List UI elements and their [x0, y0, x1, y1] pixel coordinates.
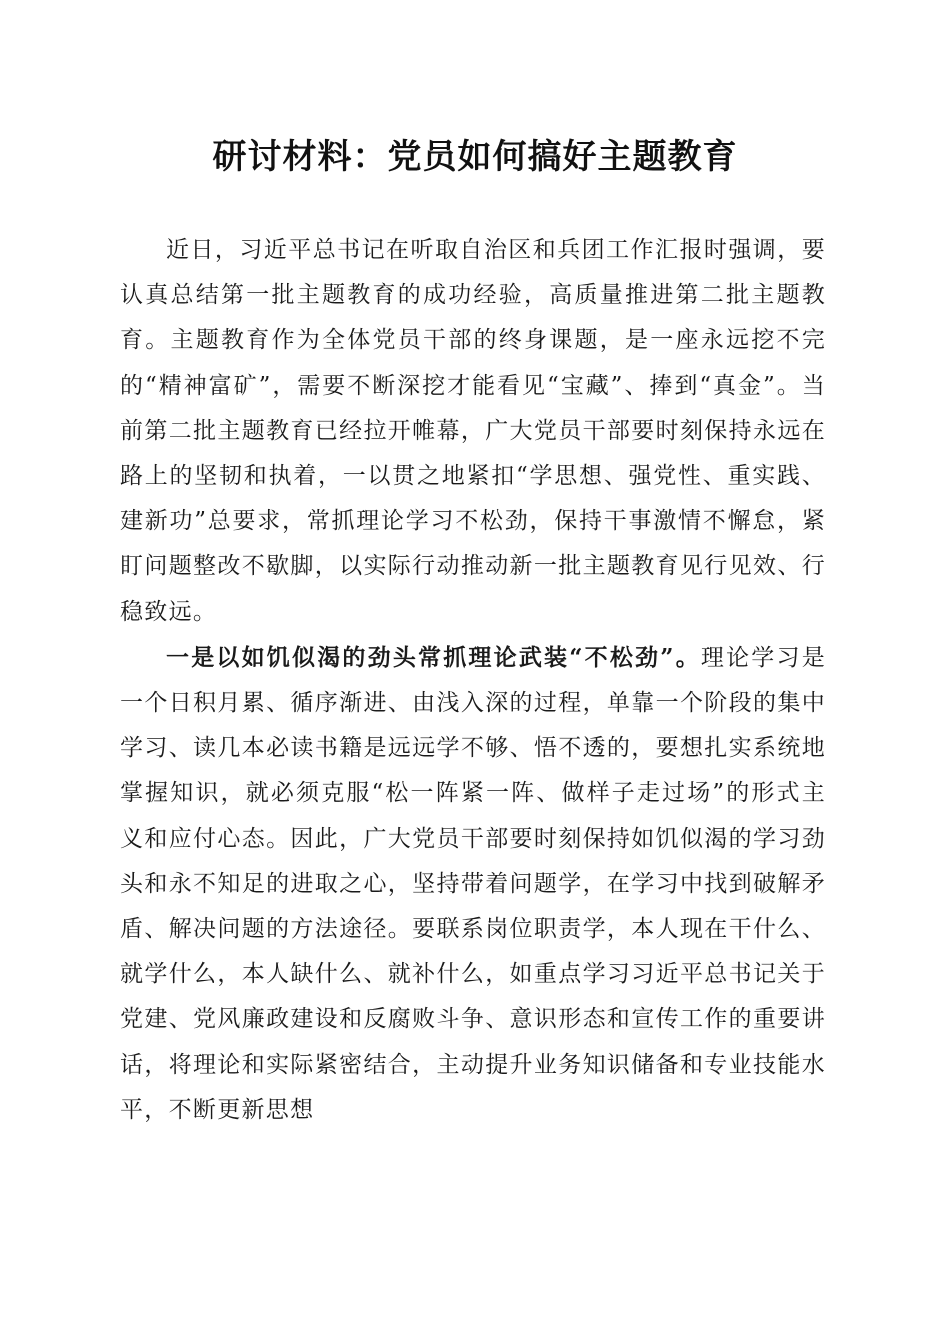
paragraph-point-one [120, 635, 826, 1133]
paragraph-point-one-lead: 一是以如饥似渴的劲头常抓理论武装“不松劲”。 [166, 643, 701, 671]
document-title: 研讨材料：党员如何搞好主题教育 [212, 137, 738, 177]
paragraph-intro: 近日，习近平总书记在听取自治区和兵团工作汇报时强调，要认真总结第一批主题教育的成功经验，高质量推进第二批主题教育。主题教育作为全体党员干部的终身课题，是一座永远挖不完的“精神富矿”，需要不断深挖才能看见“宝藏”、捧到“真金”。当前第二批主题教育已经拉开帷幕，广大党员干部要时刻保持永远在路上的坚韧和执着，一以贯之地紧扣“学思想、强党性、重实践、建新功”总要求，常抓理论学习不松劲，保持干事激情不懈怠，紧盯问题整改不歇脚，以实际行动推动新一批主题教育见行见效、行稳致远。 [120, 237, 826, 625]
paragraph-point-one-body: 理论学习是一个日积月累、循序渐进、由浅入深的过程，单靠一个阶段的集中学习、读几本必读书籍是远远学不够、悟不透的，要想扎实系统地掌握知识，就必须克服“松一阵紧一阵、做样子走过场”的形式主义和应付心态。因此，广大党员干部要时刻保持如饥似渴的学习劲头和永不知足的进取之心，坚持带着问题学，在学习中找到破解矛盾、解决问题的方法途径。要联系岗位职责学，本人现在干什么、就学什么，本人缺什么、就补什么，如重点学习习近平总书记关于党建、党风廉政建设和反腐败斗争、意识形态和宣传工作的重要讲话，将理论和实际紧密结合，主动提升业务知识储备和专业技能水平，不断更新思想 [120, 644, 826, 1123]
document-body [120, 228, 826, 1133]
